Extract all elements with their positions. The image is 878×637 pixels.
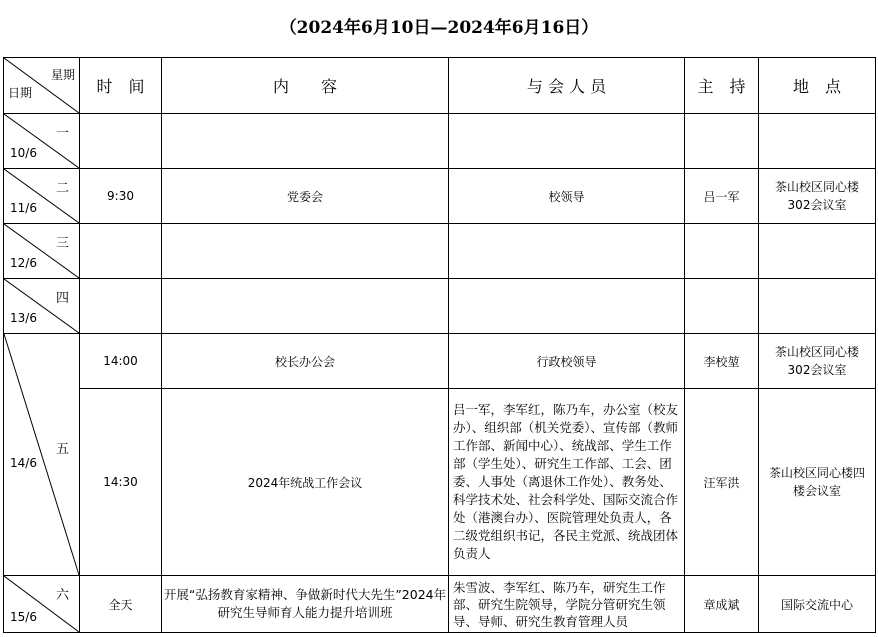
day-cell bbox=[4, 224, 80, 279]
event-location: 国际交流中心 bbox=[759, 576, 876, 633]
event-content: 2024年统战工作会议 bbox=[162, 389, 449, 576]
event-content: 开展“弘扬教育家精神、争做新时代大先生”2024年研究生导师育人能力提升培训班 bbox=[162, 576, 449, 633]
empty-cell bbox=[685, 224, 759, 279]
day-cell bbox=[4, 169, 80, 224]
day-cell bbox=[4, 279, 80, 334]
empty-cell bbox=[80, 279, 162, 334]
empty-cell bbox=[80, 224, 162, 279]
event-attendees: 行政校领导 bbox=[449, 334, 685, 389]
header-content: 内 容 bbox=[162, 58, 449, 114]
empty-cell bbox=[449, 224, 685, 279]
empty-cell bbox=[759, 224, 876, 279]
empty-cell bbox=[449, 279, 685, 334]
table-row bbox=[4, 576, 876, 633]
table-row bbox=[4, 114, 876, 169]
day-date: 15/6 bbox=[10, 610, 37, 624]
event-host: 汪军洪 bbox=[685, 389, 759, 576]
empty-cell bbox=[685, 114, 759, 169]
table-row bbox=[4, 224, 876, 279]
event-host: 李校堃 bbox=[685, 334, 759, 389]
table-row bbox=[4, 279, 876, 334]
event-content: 校长办公会 bbox=[162, 334, 449, 389]
event-host: 章成斌 bbox=[685, 576, 759, 633]
event-attendees: 校领导 bbox=[449, 169, 685, 224]
empty-cell bbox=[162, 114, 449, 169]
event-time: 全天 bbox=[80, 576, 162, 633]
event-location: 茶山校区同心楼四楼会议室 bbox=[759, 389, 876, 576]
day-date: 10/6 bbox=[10, 146, 37, 160]
event-time: 14:00 bbox=[80, 334, 162, 389]
header-row bbox=[4, 58, 876, 114]
day-cell bbox=[4, 576, 80, 633]
day-date: 12/6 bbox=[10, 256, 37, 270]
empty-cell bbox=[449, 114, 685, 169]
table-row bbox=[4, 389, 876, 576]
table-row bbox=[4, 169, 876, 224]
header-weekday-label: 星期 bbox=[50, 68, 75, 82]
day-weekday: 六 bbox=[55, 588, 69, 603]
day-weekday: 二 bbox=[55, 181, 69, 196]
day-weekday: 三 bbox=[55, 236, 69, 251]
header-time: 时 间 bbox=[80, 58, 162, 114]
table-row bbox=[4, 334, 876, 389]
empty-cell bbox=[685, 279, 759, 334]
day-weekday: 四 bbox=[55, 291, 69, 306]
event-time: 14:30 bbox=[80, 389, 162, 576]
empty-cell bbox=[162, 279, 449, 334]
empty-cell bbox=[162, 224, 449, 279]
event-host: 吕一军 bbox=[685, 169, 759, 224]
header-date-weekday-cell bbox=[4, 58, 80, 114]
day-weekday: 五 bbox=[55, 442, 69, 457]
event-content: 党委会 bbox=[162, 169, 449, 224]
empty-cell bbox=[759, 279, 876, 334]
day-date: 11/6 bbox=[10, 201, 37, 215]
event-time: 9:30 bbox=[80, 169, 162, 224]
header-attendees: 与 会 人 员 bbox=[449, 58, 685, 114]
page-title: （2024年6月10日—2024年6月16日） bbox=[279, 18, 599, 38]
day-cell bbox=[4, 114, 80, 169]
header-location: 地 点 bbox=[759, 58, 876, 114]
day-date: 13/6 bbox=[10, 311, 37, 325]
event-location: 茶山校区同心楼302会议室 bbox=[759, 169, 876, 224]
header-date-label: 日期 bbox=[8, 86, 33, 100]
event-location: 茶山校区同心楼302会议室 bbox=[759, 334, 876, 389]
header-host: 主 持 bbox=[685, 58, 759, 114]
day-cell bbox=[4, 334, 80, 576]
event-attendees: 吕一军，李军红，陈乃车，办公室（校友办）、组织部（机关党委）、宣传部（教师工作部、新闻中心）、统战部、学生工作部（学生处）、研究生工作部、工会、团委、人事处（离退休工作处）、教务处、科学技术处、社会科学处、国际交流合作处（港澳台办）、医院管理处负责人，各二级党组织书记，各民主党派、统战团体负责人 bbox=[449, 389, 685, 576]
day-weekday: 一 bbox=[55, 126, 69, 141]
schedule-table bbox=[3, 57, 876, 633]
day-date: 14/6 bbox=[10, 456, 37, 470]
event-attendees: 朱雪波、李军红、陈乃车，研究生工作部、研究生院领导，学院分管研究生领导、导师、研究生教育管理人员 bbox=[449, 576, 685, 633]
empty-cell bbox=[759, 114, 876, 169]
empty-cell bbox=[80, 114, 162, 169]
